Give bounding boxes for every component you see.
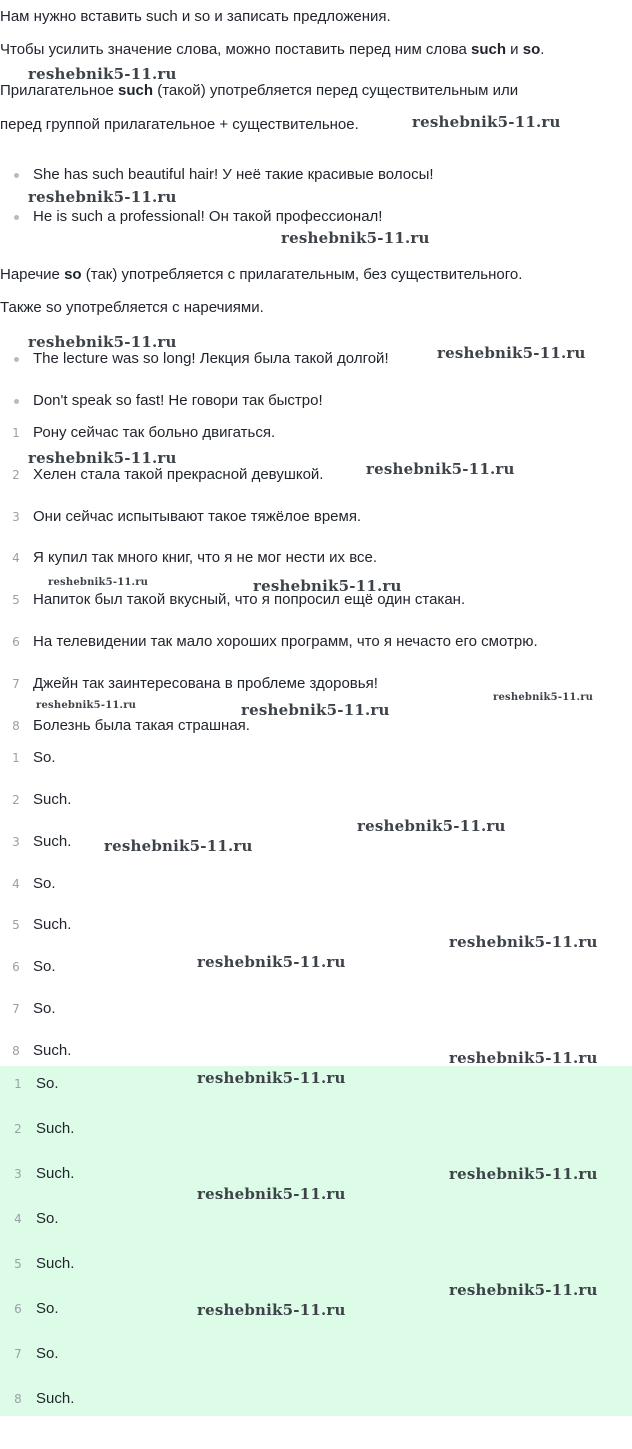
list-item: She has such beautiful hair! У неё такие красивые волосы!: [33, 166, 434, 183]
final-answer-item: So.: [36, 1075, 59, 1092]
final-answer-item: Such.: [36, 1165, 75, 1182]
watermark: reshebnik5-11.ru: [36, 700, 137, 711]
item-number: 2: [14, 1122, 22, 1136]
watermark: reshebnik5-11.ru: [281, 229, 430, 247]
list-item: He is such a professional! Он такой профессионал!: [33, 208, 383, 225]
translation-item: Я купил так много книг, что я не мог нести их все.: [33, 549, 378, 566]
translation-item: Рону сейчас так больно двигаться.: [33, 424, 276, 441]
watermark: reshebnik5-11.ru: [197, 1069, 346, 1087]
rule-so: [0, 265, 522, 285]
item-number: 5: [14, 1257, 22, 1271]
item-number: 3: [12, 510, 20, 524]
item-number: 1: [12, 426, 20, 440]
watermark: reshebnik5-11.ru: [28, 449, 177, 467]
answer-item: So.: [33, 958, 56, 975]
bullet-icon: [14, 357, 19, 362]
translation-item: Напиток был такой вкусный, что я попросил ещё один стакан.: [33, 591, 466, 608]
bullet-icon: [14, 215, 19, 220]
item-number: 7: [12, 1002, 20, 1016]
rule-text: Чтобы усилить значение слова, можно поставить перед ним слова: [0, 41, 471, 58]
item-number: 5: [12, 593, 20, 607]
watermark: reshebnik5-11.ru: [197, 1301, 346, 1319]
item-number: 6: [14, 1302, 22, 1316]
list-item: Don't speak so fast! Не говори так быстро!: [33, 392, 323, 409]
item-number: 8: [12, 719, 20, 733]
final-answer-item: So.: [36, 1345, 59, 1362]
answer-item: So.: [33, 875, 56, 892]
watermark: reshebnik5-11.ru: [28, 333, 177, 351]
item-number: 2: [12, 793, 20, 807]
watermark: reshebnik5-11.ru: [48, 577, 149, 588]
watermark: reshebnik5-11.ru: [241, 701, 390, 719]
answer-item: Such.: [33, 791, 72, 808]
translation-item: Они сейчас испытывают такое тяжёлое время.: [33, 508, 362, 525]
item-number: 6: [12, 635, 20, 649]
list-item: The lecture was so long! Лекция была такой долгой!: [33, 350, 389, 367]
watermark: reshebnik5-11.ru: [366, 460, 515, 478]
bullet-icon: [14, 399, 19, 404]
watermark: reshebnik5-11.ru: [253, 577, 402, 595]
watermark: reshebnik5-11.ru: [197, 953, 346, 971]
answer-item: So.: [33, 749, 56, 766]
rule-such: [0, 81, 518, 101]
watermark: reshebnik5-11.ru: [28, 188, 177, 206]
item-number: 8: [12, 1044, 20, 1058]
final-answer-item: Such.: [36, 1255, 75, 1272]
rule-text: Наречие: [0, 266, 65, 283]
watermark: reshebnik5-11.ru: [412, 113, 561, 131]
bullet-icon: [14, 173, 19, 178]
item-number: 4: [12, 551, 20, 565]
item-number: 1: [14, 1077, 22, 1091]
final-answer-item: Such.: [36, 1390, 75, 1407]
translation-item: Болезнь была такая страшная.: [33, 717, 250, 734]
answer-item: So.: [33, 1000, 56, 1017]
answer-item: Such.: [33, 1042, 72, 1059]
final-answer-item: Such.: [36, 1120, 75, 1137]
item-number: 6: [12, 960, 20, 974]
final-answer-item: So.: [36, 1300, 59, 1317]
watermark: reshebnik5-11.ru: [357, 817, 506, 835]
item-number: 7: [12, 677, 20, 691]
translation-item: Хелен стала такой прекрасной девушкой.: [33, 466, 324, 483]
item-number: 4: [12, 877, 20, 891]
item-number: 5: [12, 918, 20, 932]
rule-text: .: [540, 41, 545, 58]
task-text: Нам нужно вставить such и so и записать предложения.: [0, 8, 391, 25]
watermark: reshebnik5-11.ru: [437, 344, 586, 362]
watermark: reshebnik5-11.ru: [449, 1049, 598, 1067]
rule-such-line2: перед группой прилагательное + существительное.: [0, 116, 359, 133]
translation-item: На телевидении так мало хороших программ, что я нечасто его смотрю.: [33, 633, 538, 650]
item-number: 7: [14, 1347, 22, 1361]
watermark: reshebnik5-11.ru: [449, 933, 598, 951]
rule-text: (такой) употребляется перед существительным или: [153, 82, 519, 99]
watermark: reshebnik5-11.ru: [104, 837, 253, 855]
translation-item: Джейн так заинтересована в проблеме здоровья!: [33, 675, 378, 692]
watermark: reshebnik5-11.ru: [449, 1165, 598, 1183]
item-number: 4: [14, 1212, 22, 1226]
keyword-such: such: [471, 41, 507, 58]
answer-item: Such.: [33, 833, 72, 850]
item-number: 3: [14, 1167, 22, 1181]
item-number: 2: [12, 468, 20, 482]
rule-so-line2: Также so употребляется с наречиями.: [0, 299, 264, 316]
rule-text: Прилагательное: [0, 82, 119, 99]
item-number: 8: [14, 1392, 22, 1406]
watermark: reshebnik5-11.ru: [28, 65, 177, 83]
final-answers-panel: [0, 1066, 632, 1416]
watermark: reshebnik5-11.ru: [449, 1281, 598, 1299]
rule-intensifier: [0, 40, 544, 60]
keyword-such: such: [118, 82, 154, 99]
rule-text: (так) употребляется с прилагательным, без существительного.: [81, 266, 523, 283]
item-number: 3: [12, 835, 20, 849]
watermark: reshebnik5-11.ru: [197, 1185, 346, 1203]
final-answer-item: So.: [36, 1210, 59, 1227]
keyword-so: so: [64, 266, 82, 283]
rule-text: и: [506, 41, 523, 58]
item-number: 1: [12, 751, 20, 765]
answer-item: Such.: [33, 916, 72, 933]
watermark: reshebnik5-11.ru: [493, 692, 594, 703]
keyword-so: so: [522, 41, 541, 58]
